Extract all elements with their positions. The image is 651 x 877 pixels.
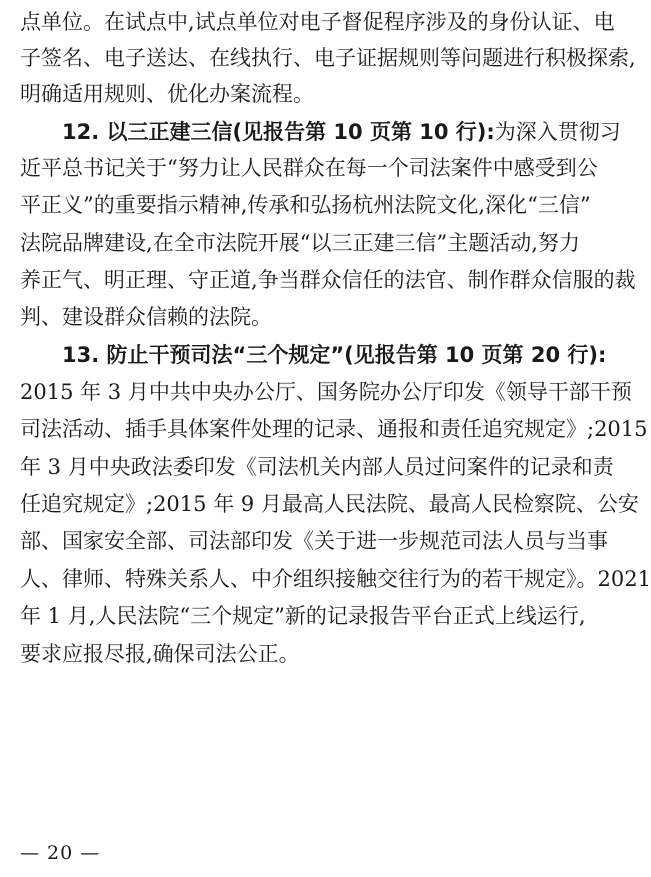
paragraph-line: 年 3 月中央政法委印发《司法机关内部人员过问案件的记录和责 [20, 455, 614, 479]
paragraph-line: 年 1 月,人民法院“三个规定”新的记录报告平台正式上线运行, [20, 604, 586, 628]
paragraph-line: 要求应报尽报,确保司法公正。 [20, 642, 300, 666]
paragraph-line: 部、国家安全部、司法部印发《关于进一步规范司法人员与当事 [20, 529, 608, 553]
paragraph-line: 点单位。在试点中,试点单位对电子督促程序涉及的身份认证、电 [20, 10, 615, 34]
item-12-first-text: 为深入贯彻习 [494, 120, 621, 144]
item-12-heading: 12. 以三正建三信(见报告第 10 页第 10 行): [62, 120, 495, 144]
paragraph-line: 判、建设群众信赖的法院。 [20, 305, 272, 329]
paragraph-line: 司法活动、插手具体案件处理的记录、通报和责任追究规定》;2015 [20, 417, 648, 441]
page-number: — 20 — [20, 842, 101, 864]
paragraph-line: 任追究规定》;2015 年 9 月最高人民法院、最高人民检察院、公安 [20, 492, 639, 516]
item-13-heading: 13. 防止干预司法“三个规定”(见报告第 10 页第 20 行): [62, 343, 607, 367]
paragraph-line: 人、律师、特殊关系人、中介组织接触交往行为的若干规定》。2021 [20, 567, 651, 591]
paragraph-line: 近平总书记关于“努力让人民群众在每一个司法案件中感受到公 [20, 156, 598, 180]
paragraph-line: 平正义”的重要指示精神,传承和弘扬杭州法院文化,深化“三信” [20, 193, 591, 217]
item-13-first-line [62, 337, 607, 373]
paragraph-line: 养正气、明正理、守正道,争当群众信任的法官、制作群众信服的裁 [20, 268, 636, 292]
paragraph-line: 法院品牌建设,在全市法院开展“以三正建三信”主题活动,努力 [20, 231, 580, 255]
paragraph-line: 明确适用规则、优化办案流程。 [20, 82, 314, 106]
paragraph-line: 2015 年 3 月中共中央办公厅、国务院办公厅印发《领导干部干预 [20, 380, 632, 404]
paragraph-line: 子签名、电子送达、在线执行、电子证据规则等问题进行积极探索, [20, 46, 636, 70]
item-12-first-line [62, 114, 621, 150]
